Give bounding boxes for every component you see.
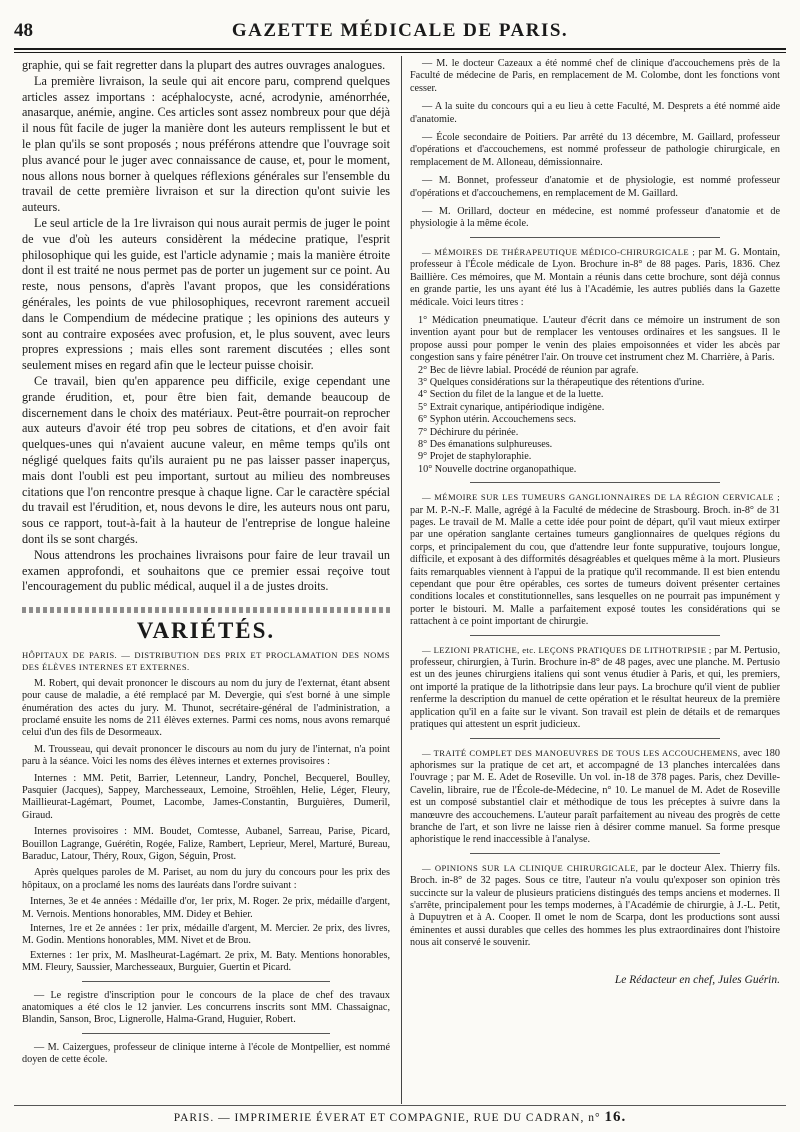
news-item: — École secondaire de Poitiers. Par arrêté du 13 décembre, M. Gaillard, professeur d'opérations et d'accouchemens, est nommé professeur de pathologie chirurgicale, en remplacement de M. Alloneau, démissionnaire. bbox=[410, 132, 780, 168]
paragraph: — Le registre d'inscription pour le concours de la place de chef des travaux anatomiques a été clos le 12 janvier. Les concurrens inscrits sont MM. Chassaignac, Blandin, Sanson, Broc, Lignerolle, Halma-Grand, Huguier, Robert. bbox=[22, 989, 390, 1026]
review-entry bbox=[410, 491, 780, 628]
paragraph: Après quelques paroles de M. Pariset, au nom du jury du concours pour les prix des hôpitaux, on a proclamé les noms des lauréats dans l'ordre suivant : bbox=[22, 867, 390, 891]
review-body: par le docteur Alex. Thierry fils. Broch. in-8° de 32 pages. Sous ce titre, l'auteur n'a voulu qu'exposer son opinion très succincte sur la valeur de plusieurs praticiens distingués des temps anciens et modernes. Il s'arrête, principalement pour les temps modernes, à l'Académie de chirurgie, à J.-L. Petit, à Dupuytren et à A. Cooper. Il omet le nom de Scarpa, dont les productions sont aussi éminentes et aussi durables que celles des hommes les plus extraordinaires dont l'histoire nous ait conservé le souvenir. bbox=[410, 862, 781, 949]
names-list: Internes provisoires : MM. Boudet, Comtesse, Aubanel, Sarreau, Parise, Picard, Bouillon Lagrange, Guérétin, Rogée, Falize, Rambert, Leprieur, Merel, Marturé, Bureau, Baraduc, Latour, Théry, Roux, Gigon, Séguin, Prost. bbox=[22, 826, 390, 862]
names-list: Internes : MM. Petit, Barrier, Letenneur, Landry, Ponchel, Becquerel, Boulley, Pasquier (Jacques), Sappey, Marchesseaux, Lemoine, Stroëhlen, Helie, Léger, Fleury, Maillieurat-Lagémart, Poumet, Lacombe, James-Constantin, Burguières, Dumeril, Giraud. bbox=[22, 772, 390, 821]
list-item: 2° Bec de lièvre labial. Procédé de réunion par agrafe. bbox=[418, 364, 639, 376]
prize-list: Internes, 1re et 2e années : 1er prix, médaille d'argent, M. Mercier. 2e prix, des livres, M. Godin. Mentions honorables, MM. Nivet et de Brou. bbox=[22, 923, 390, 947]
paragraph: Nous attendrons les prochaines livraisons pour faire de leur travail un examen approfondi, et souhaitons que ce premier essai reçoive tout l'encouragement du public médical, auquel il a de justes droits. bbox=[22, 547, 390, 594]
separator bbox=[82, 981, 330, 982]
review-heading: — TRAITÉ COMPLET DES MANOEUVRES DE TOUS LES ACCOUCHEMENS, bbox=[422, 747, 741, 758]
separator bbox=[470, 635, 720, 636]
review-heading: — MÉMOIRE SUR LES TUMEURS GANGLIONNAIRES DE LA RÉGION CERVICALE ; bbox=[422, 492, 780, 503]
separator bbox=[470, 482, 720, 483]
printer-imprint bbox=[0, 1109, 800, 1126]
review-heading: — MÉMOIRES DE THÉRAPEUTIQUE MÉDICO-CHIRURGICALE ; bbox=[422, 246, 696, 257]
news-item: — M. Bonnet, professeur d'anatomie et de physiologie, est nommé professeur d'opérations et d'accouchemens, en remplacement de M. Gaillard. bbox=[410, 175, 780, 199]
section-title: VARIÉTÉS. bbox=[136, 618, 276, 644]
paragraph: — M. Caizergues, professeur de clinique interne à l'école de Montpellier, est nommé doyen de cette école. bbox=[22, 1041, 390, 1066]
list-item: 7° Déchirure du périnée. bbox=[418, 426, 519, 438]
prize-list: Internes, 3e et 4e années : Médaille d'or, 1er prix, M. Roger. 2e prix, médaille d'argent, M. Vernois. Mentions honorables, MM. Didey et Behier. bbox=[22, 896, 390, 920]
page-header bbox=[14, 20, 786, 46]
prize-list: Externes : 1er prix, M. Maslheurat-Lagémart. 2e prix, M. Baty. Mentions honorables, MM. Fleury, Saussier, Marchesseaux, Burguier, Guertin et Picard. bbox=[22, 949, 390, 974]
list-item: 5° Extrait cynarique, antipériodique indigène. bbox=[418, 401, 605, 413]
review-body: par M. Pertusio, professeur, chirurgien, à Turin. Brochure in-8° de 48 pages, avec une planche. M. Pertusio est un des jeunes chirurgiens italiens qui sont venus étudier à Paris, et qui, les premiers, ont importé la pratique de la lithotripsie dans leur pays. La brochure qu'il vient de publier renferme la description du manuel de cette opération et le résultat heureux de la première application qu'il en a faite sur le vivant. Son travail est plein de détails et de remarques pratiques qui attestent un esprit judicieux. bbox=[410, 644, 780, 731]
subsection-heading: HÔPITAUX DE PARIS. — DISTRIBUTION DES PRIX ET PROCLAMATION DES NOMS DES ÉLÈVES INTERNES ET EXTERNES. bbox=[22, 649, 390, 673]
paragraph: graphie, qui se fait regretter dans la plupart des autres ouvrages analogues. bbox=[22, 58, 386, 72]
column-divider bbox=[401, 56, 402, 1104]
paragraph: Le seul article de la 1re livraison qui nous aurait permis de juger le point de vue d'où les auteurs considèrent la médecine pratique, l'esprit philosophique qui les guide, est l'article adynamie ; mais la manière étroite dont il est traité ne nous permet pas de porter un jugement sur ce point. Au reste, nous pensons, d'après l'avant propos, que les considérations générales, les points de vue philosophiques, recevront rarement accueil dans le Compendium de médecine pratique ; les opinions des auteurs y sont au contraire exposées avec profusion, et, le plus souvent, avec leurs propres expressions ; mais elles sont rarement discutées ; elles sont seulement mises en regard afin que le lecteur puisse choisir. bbox=[22, 215, 390, 373]
news-item: — A la suite du concours qui a eu lieu à cette Faculté, M. Desprets a été nommé aide d'anatomie. bbox=[410, 101, 780, 125]
paragraph: La première livraison, la seule qui ait encore paru, comprend quelques articles assez importans : acéphalocyste, acné, acrodynie, aménorrhée, anasarque, anémie, angine. Ces articles sont assez nombreux pour que déjà il nous fût facile de juger la manière dont les auteurs remplissent le but et le plan qu'ils se sont proposés ; nous préférons attendre que l'ouvrage soit plus avancé pour le juger avec connaissance de cause, et, pour le moment, nous allons nous borner à quelques réflexions générales sur l'ensemble du travail de cette première livraison et sur la direction qu'ont suivie les auteurs. bbox=[22, 73, 390, 215]
separator bbox=[470, 738, 720, 739]
review-entry bbox=[410, 246, 780, 309]
list-item: 1° Médication pneumatique. L'auteur d'écrit dans ce mémoire un instrument de son invention ayant pour but de remplacer les ventouses ordinaires et les sangsues. Il le propose aussi pour pomper le venin des plaies empoisonnées et vider les abcès par congestion sans y faire pénétrer l'air. On trouve cet instrument chez M. Charrière, à Paris. bbox=[410, 314, 780, 364]
imprint-text: PARIS. — IMPRIMERIE ÉVERAT ET COMPAGNIE, RUE DU CADRAN, n° bbox=[173, 1112, 601, 1124]
separator bbox=[82, 1033, 330, 1034]
list-item: 3° Quelques considérations sur la thérapeutique des rétentions d'urine. bbox=[418, 376, 705, 388]
varietes-section bbox=[22, 649, 390, 1067]
header-rule bbox=[14, 48, 786, 53]
paragraph: M. Trousseau, qui devait prononcer le discours au nom du jury de l'internat, n'a point paru à la séance. Voici les noms des élèves internes et externes provisoires : bbox=[22, 743, 390, 768]
list-item: 6° Syphon utérin. Accouchemens secs. bbox=[418, 414, 576, 426]
list-item: 4° Section du filet de la langue et de la luette. bbox=[418, 389, 604, 401]
paragraph: M. Robert, qui devait prononcer le discours au nom du jury de l'externat, étant absent pour cause de maladie, a été remplacé par M. Devergie, qui s'est borné à une simple énumération des actes du jury. M. Thunot, secrétaire-général de l'administration, a proclamé ensuite les noms de 211 élèves externes. Parmi ces noms, nous avons remarqué celui d'un des fils de Desormeaux. bbox=[22, 677, 390, 739]
separator bbox=[470, 853, 720, 854]
left-column bbox=[22, 58, 390, 1071]
footer-rule bbox=[14, 1105, 786, 1106]
separator bbox=[470, 237, 720, 238]
news-item: — M. Orillard, docteur en médecine, est nommé professeur d'anatomie et de physiologie à la même école. bbox=[410, 206, 780, 230]
review-entry bbox=[410, 747, 780, 847]
review-entry bbox=[410, 644, 780, 732]
editor-signature: Le Rédacteur en chef, Jules Guérin. bbox=[614, 973, 780, 986]
section-separator bbox=[22, 607, 390, 613]
list-item: 9° Projet de staphyloraphie. bbox=[418, 451, 532, 463]
list-item: 8° Des émanations sulphureuses. bbox=[418, 438, 553, 450]
review-body: par M. G. Montain, professeur à l'École médicale de Lyon. Brochure in-8° de 88 pages. Paris, 1836. Chez Baillière. Ces mémoires, que M. Montain a réunis dans cette brochure, sont déjà connus en grande partie, les uns ayant été lus à l'Académie, les autres publiés dans la Gazette médicale. Voici leurs titres : bbox=[410, 246, 780, 308]
page-number: 48 bbox=[14, 20, 33, 41]
journal-title: GAZETTE MÉDICALE DE PARIS. bbox=[231, 20, 569, 41]
review-entry bbox=[410, 862, 780, 950]
news-item: — M. le docteur Cazeaux a été nommé chef de clinique d'accouchemens près de la Faculté de médecine de Paris, en remplacement de M. Colombe, dont les fonctions vont cesser. bbox=[410, 58, 780, 94]
review-body: avec 180 aphorismes sur la pratique de cet art, et accompagné de 13 planches intercalées dans l'ouvrage ; par M. E. Adet de Roseville. Un vol. in-18 de 378 pages. Paris, chez Deville-Cavelin, libraire, rue de l'École-de-Médecine, n° 10. Le manuel de M. Adet de Roseville est un composé substantiel clair et méthodique de tous les préceptes à suivre dans la manœuvre des accouchemens. L'auteur paraît parfaitement au niveau des progrès de cette branche de l'art, et son livre ne laisse rien à désirer comme manuel. Sa forme presque aphoristique le rend inaccessible à l'analyse. bbox=[410, 747, 780, 846]
review-heading: — LEZIONI PRATICHE, etc. LEÇONS PRATIQUES DE LITHOTRIPSIE ; bbox=[422, 644, 712, 655]
paragraph: Ce travail, bien qu'en apparence peu difficile, exige cependant une grande érudition, et, pour être bien fait, demande beaucoup de discernement dans le choix des matériaux. Peut-être pourrait-on reprocher aux auteurs d'avoir été trop peu sobres de citations, et d'en avoir fait quelques-unes qui n'avaient aucune valeur, en même temps qu'ils ont négligé quelques faits qu'ils auraient pu ne pas laisser passer inaperçus, mais dont l'oubli est peu important, surtout au milieu des nombreuses citations que l'on rencontre presque à chaque ligne. Car le caractère spécial du travail est l'érudition, et, nous devons le dire, les auteurs nous ont paru, sous ce rapport, tout-à-fait à la hauteur de l'entreprise de longue haleine dont ils se sont chargés. bbox=[22, 373, 390, 546]
right-column bbox=[410, 58, 780, 986]
review-heading: — OPINIONS SUR LA CLINIQUE CHIRURGICALE, bbox=[422, 862, 639, 873]
review-body: par M. P.-N.-F. Malle, agrégé à la Faculté de médecine de Strasbourg. Broch. in-8° de 31 pages. Le travail de M. Malle a cette idée pour point de départ, qu'il vaut mieux extirper par une opération sanglante certaines tumeurs ganglionnaires de quelques régions du corps, et principalement du cou, que d'attendre leur fonte suppurative, toujours longue, difficile, et exposant à des difformités désagréables et quelques même à la mort. Plusieurs faits remarquables viennent à l'appui de la pratique qu'il recommande. Il est bien entendu cependant que pour être opérables, ces sortes de tumeurs doivent présenter certaines conditions locales et constitutionnelles, sans lesquelles on ne pourrait pas impunément y porter le bistouri. M. Malle a parfaitement exposé toutes les considérations qui se rattachent à ce point important de chirurgie. bbox=[410, 504, 780, 628]
list-item: 10° Nouvelle doctrine organopathique. bbox=[418, 463, 577, 475]
issue-number: 16. bbox=[604, 1109, 627, 1125]
